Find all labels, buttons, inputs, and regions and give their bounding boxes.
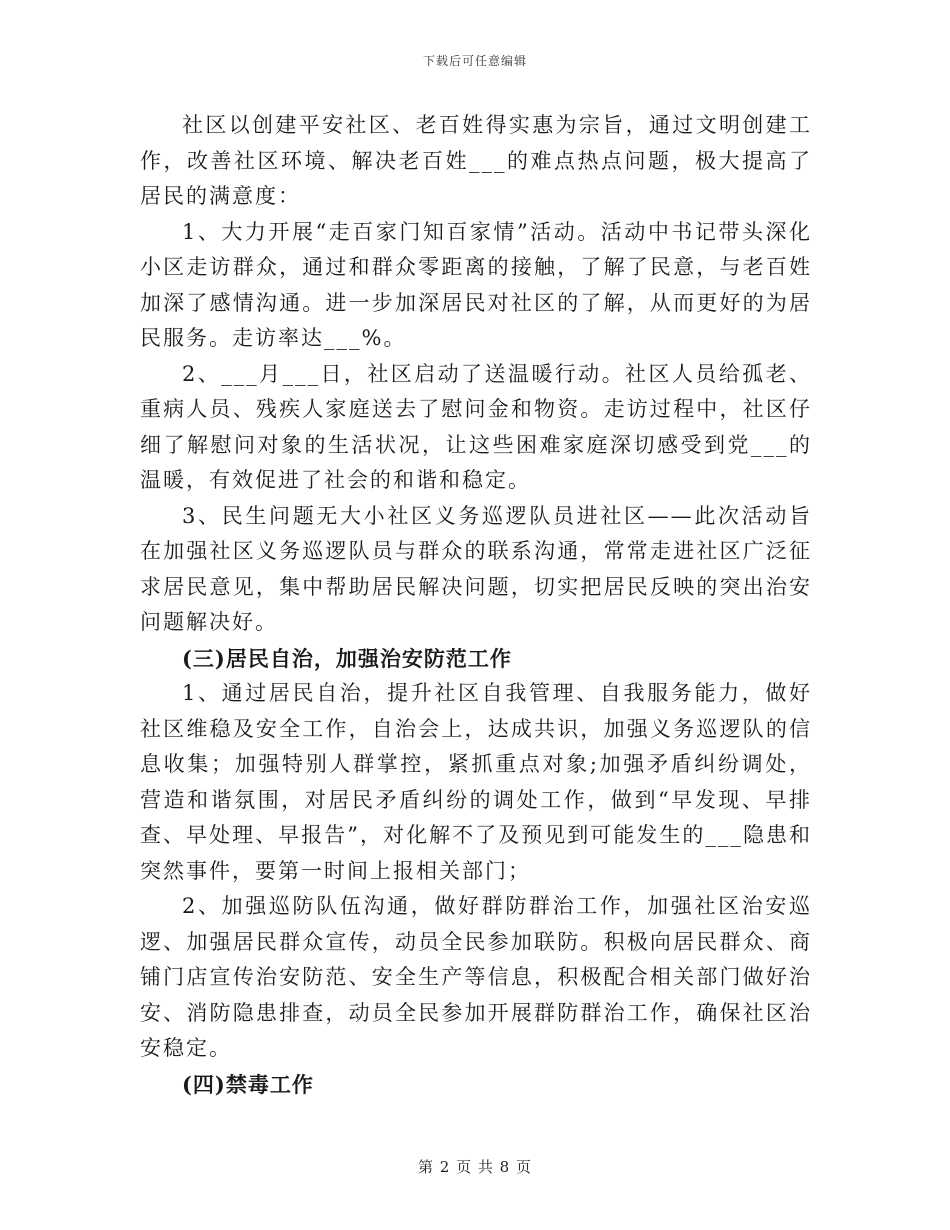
paragraph-section3-item-1: 1、通过居民自治，提升社区自我管理、自我服务能力，做好社区维稳及安全工作，自治会上，达成共识，加强义务巡逻队的信息收集；加强特别人群掌控，紧抓重点对象;加强矛盾纠纷调处，营造和谐氛围，对居民矛盾纠纷的调处工作，做到“早发现、早排查、早处理、早报告”，对化解不了及预见到可能发生的___隐患和突然事件，要第一时间上报相关部门；	[140, 681, 812, 883]
paragraph-intro: 社区以创建平安社区、老百姓得实惠为宗旨，通过文明创建工作，改善社区环境、解决老百姓___的难点热点问题，极大提高了居民的满意度：	[140, 113, 812, 208]
section-heading-3: (三)居民自治，加强治安防范工作	[182, 645, 512, 671]
document-body	[140, 108, 812, 1102]
paragraph-item-1: 1、大力开展“走百家门知百家情”活动。活动中书记带头深化小区走访群众，通过和群众零距离的接触，了解了民意，与老百姓加深了感情沟通。进一步加深居民对社区的了解，从而更好的为居民服务。走访率达___%。	[140, 219, 812, 350]
page-header: 下载后可任意编辑	[422, 54, 527, 68]
paragraph-item-3: 3、民生问题无大小社区义务巡逻队员进社区——此次活动旨在加强社区义务巡逻队员与群众的联系沟通，常常走进社区广泛征求居民意见，集中帮助居民解决问题，切实把居民反映的突出治安问题解决好。	[140, 503, 812, 634]
paragraph-section3-item-2: 2、加强巡防队伍沟通，做好群防群治工作，加强社区治安巡逻、加强居民群众宣传，动员全民参加联防。积极向居民群众、商铺门店宣传治安防范、安全生产等信息，积极配合相关部门做好治安、消防隐患排查，动员全民参加开展群防群治工作，确保社区治安稳定。	[140, 894, 812, 1060]
page-footer: 第 2 页 共 8 页	[418, 1158, 532, 1176]
paragraph-item-2: 2、___月___日，社区启动了送温暖行动。社区人员给孤老、重病人员、残疾人家庭送去了慰问金和物资。走访过程中，社区仔细了解慰问对象的生活状况，让这些困难家庭深切感受到党___的温暖，有效促进了社会的和谐和稳定。	[140, 361, 812, 492]
section-heading-4: (四)禁毒工作	[182, 1071, 314, 1097]
